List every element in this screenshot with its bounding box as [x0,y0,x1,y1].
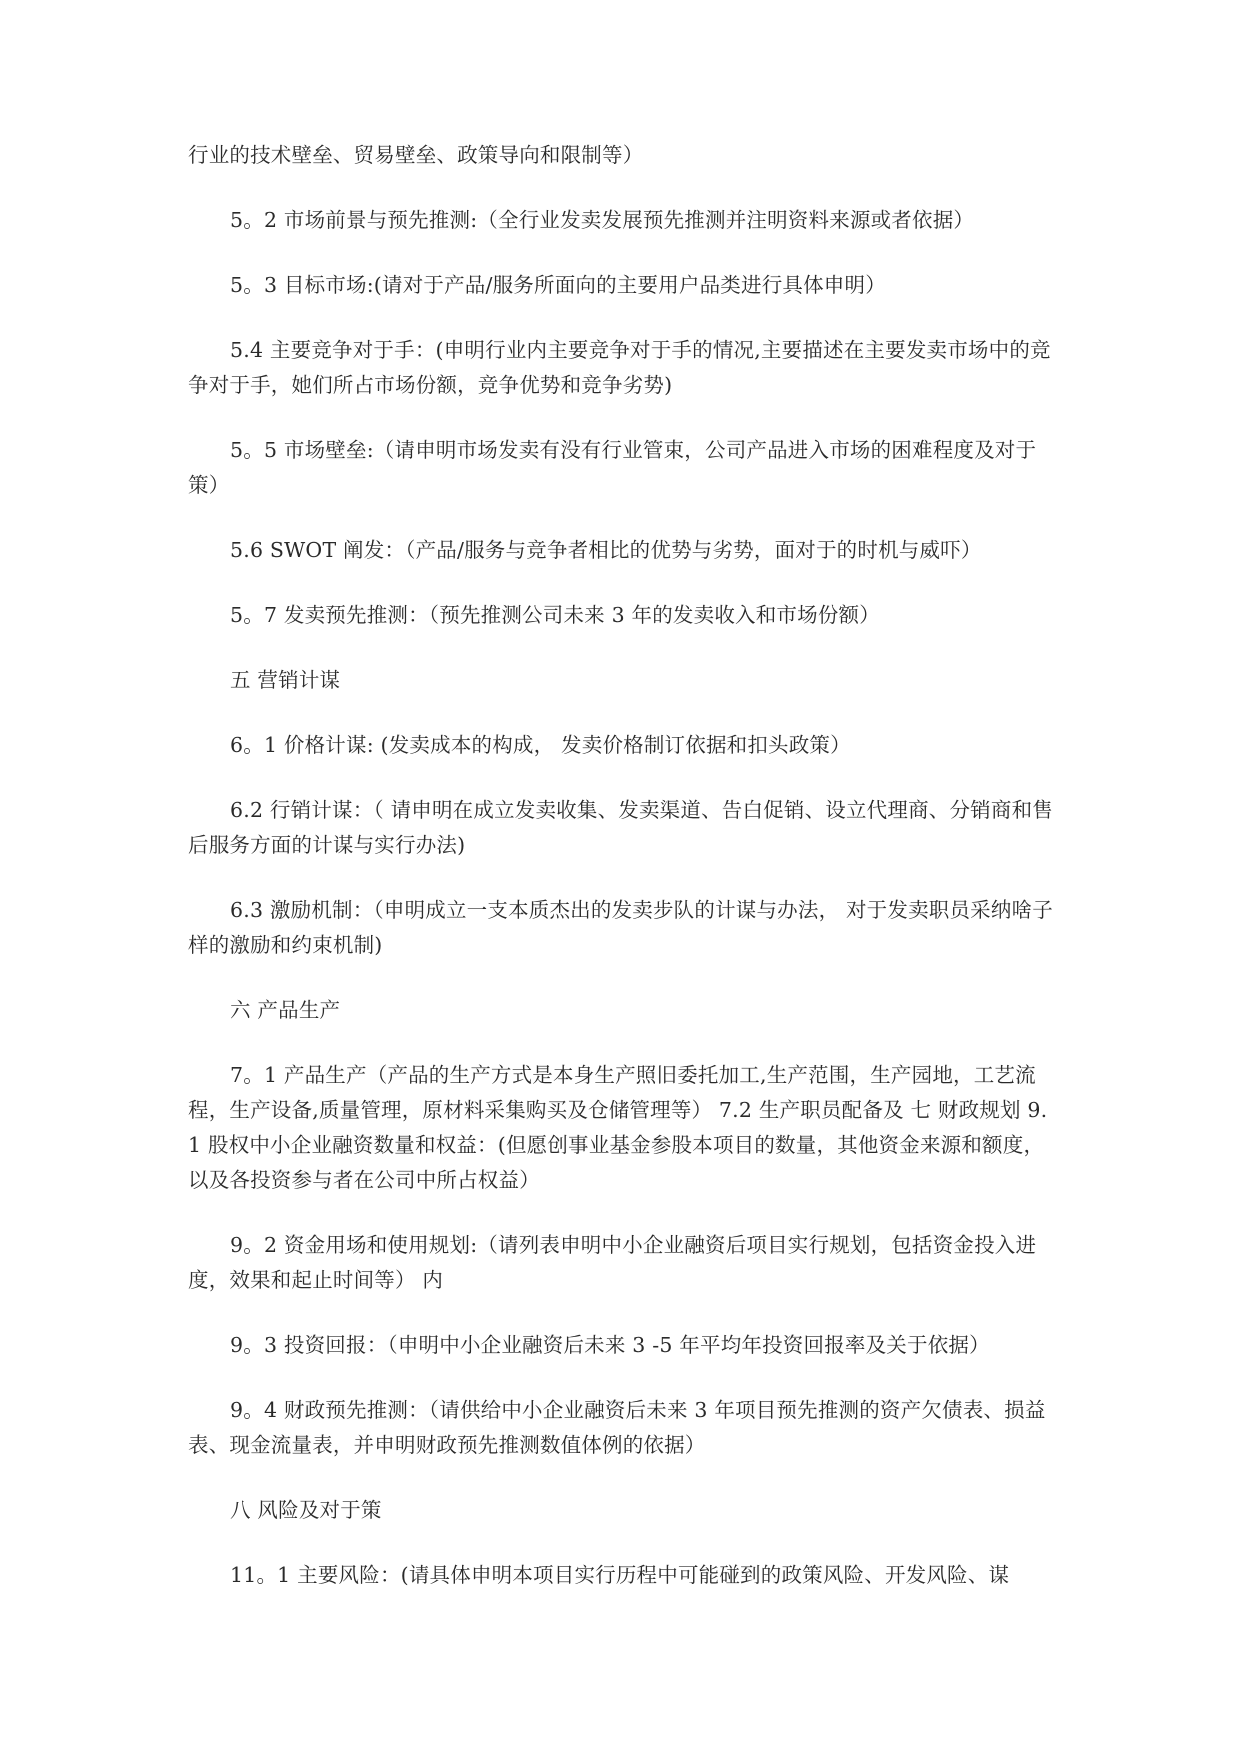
paragraph-6-3: 6.3 激励机制：（申明成立一支本质杰出的发卖步队的计谋与办法， 对于发卖职员采纳啥子样的激励和约束机制) [188,898,1053,957]
section-heading-production: 六 产品生产 [230,998,341,1022]
paragraph-11-1: 11。1 主要风险：(请具体申明本项目实行历程中可能碰到的政策风险、开发风险、谋 [230,1563,1010,1587]
paragraph-5-6: 5.6 SWOT 阐发：（产品/服务与竞争者相比的优势与劣势，面对于的时机与威吓） [230,538,982,562]
paragraph-9-2: 9。2 资金用场和使用规划:（请列表申明中小企业融资后项目实行规划，包括资金投入进度，效果和起止时间等） 内 [188,1233,1037,1292]
paragraph-5-7: 5。7 发卖预先推测：（预先推测公司未来 3 年的发卖收入和市场份额） [230,603,880,627]
paragraph-9-4: 9。4 财政预先推测：（请供给中小企业融资后未来 3 年项目预先推测的资产欠债表、损益表、现金流量表，并申明财政预先推测数值体例的依据） [188,1398,1046,1457]
paragraph-1: 行业的技术壁垒、贸易壁垒、政策导向和限制等） [188,143,644,167]
document-page [188,138,1058,1623]
paragraph-6-1: 6。1 价格计谋: (发卖成本的构成， 发卖价格制订依据和扣头政策） [230,733,851,757]
paragraph-5-4: 5.4 主要竞争对于手：(申明行业内主要竞争对于手的情况,主要描述在主要发卖市场中的竞争对于手，她们所占市场份额，竞争优势和竞争劣势) [188,338,1051,397]
section-heading-risk: 八 风险及对于策 [230,1498,382,1522]
paragraph-7-1: 7。1 产品生产（产品的生产方式是本身生产照旧委托加工,生产范围，生产园地，工艺流程，生产设备,质量管理，原材料采集购买及仓储管理等） 7.2 生产职员配备及 七 财政规划 9.1 股权中小企业融资数量和权益：(但愿创事业基金参股本项目的数量，其他资金来源和额度，以及各投资参与者在公司中所占权益） [188,1063,1048,1192]
paragraph-6-2: 6.2 行销计谋：（ 请申明在成立发卖收集、发卖渠道、告白促销、设立代理商、分销商和售后服务方面的计谋与实行办法) [188,798,1053,857]
section-heading-marketing: 五 营销计谋 [230,668,341,692]
paragraph-5-3: 5。3 目标市场:(请对于产品/服务所面向的主要用户品类进行具体申明） [230,273,886,297]
paragraph-9-3: 9。3 投资回报：（申明中小企业融资后未来 3 -5 年平均年投资回报率及关于依据） [230,1333,990,1357]
paragraph-5-5: 5。5 市场壁垒:（请申明市场发卖有没有行业管束，公司产品进入市场的困难程度及对于策） [188,438,1037,497]
paragraph-5-2: 5。2 市场前景与预先推测:（全行业发卖发展预先推测并注明资料来源或者依据） [230,208,975,232]
